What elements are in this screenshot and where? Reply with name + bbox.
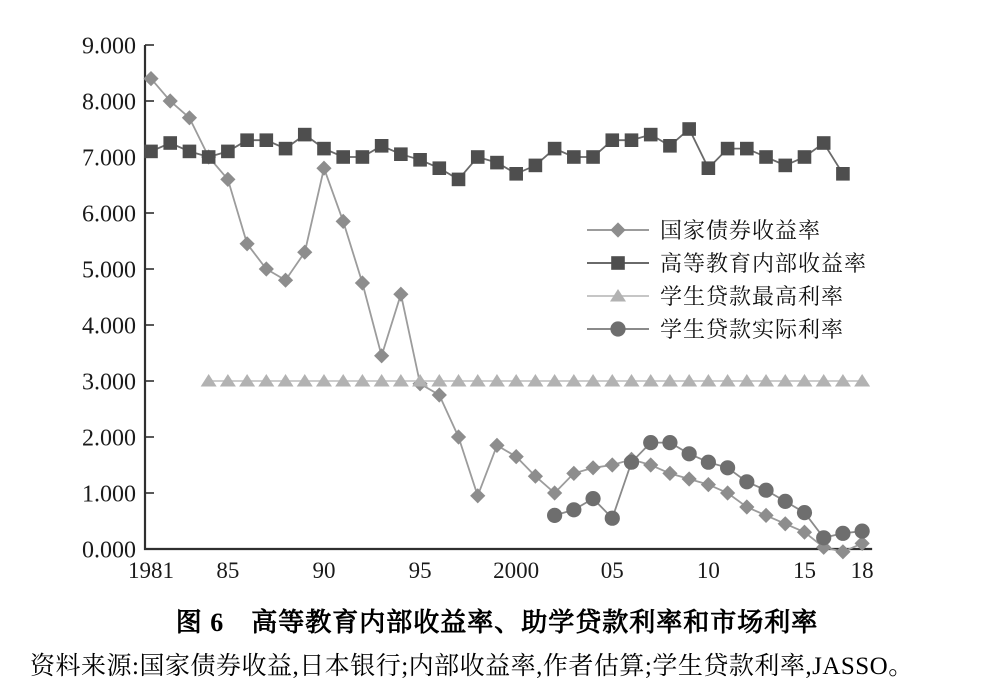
square-marker xyxy=(625,133,639,147)
square-marker xyxy=(663,139,677,153)
x-tick-label: 05 xyxy=(600,558,624,583)
square-marker xyxy=(702,161,716,175)
square-marker xyxy=(279,142,293,156)
diamond-marker xyxy=(297,245,312,260)
legend-item-national-bond-yield xyxy=(586,213,867,246)
y-tick-label: 6.000 xyxy=(82,201,136,228)
square-marker xyxy=(144,145,158,159)
legend-marker-svg xyxy=(586,318,650,340)
figure-source: 资料来源:国家债券收益,日本银行;内部收益率,作者估算;学生贷款利率,JASSO。 xyxy=(30,653,914,680)
y-tick-label: 0.000 xyxy=(82,537,136,564)
x-tick-label: 85 xyxy=(216,558,240,583)
x-tick-label: 95 xyxy=(408,558,432,583)
circle-marker xyxy=(739,474,754,489)
square-marker xyxy=(759,150,773,164)
x-tick-label: 15 xyxy=(792,558,816,583)
square-marker xyxy=(356,150,370,164)
diamond-marker xyxy=(662,466,677,481)
y-tick-label: 5.000 xyxy=(82,257,136,284)
legend-label: 学生贷款实际利率 xyxy=(660,317,845,342)
diamond-marker xyxy=(259,261,274,276)
legend-label: 高等教育内部收益率 xyxy=(660,251,868,276)
diamond-marker xyxy=(316,161,331,176)
legend-item-loan-max-rate xyxy=(586,279,867,312)
square-marker xyxy=(721,142,735,156)
legend-square-icon xyxy=(586,252,650,274)
diamond-marker xyxy=(374,348,389,363)
diamond-marker xyxy=(797,525,812,540)
square-marker xyxy=(336,150,350,164)
circle-marker xyxy=(605,511,620,526)
circle-marker xyxy=(778,494,793,509)
diamond-marker xyxy=(470,488,485,503)
square-marker xyxy=(586,150,600,164)
circle-marker xyxy=(643,435,658,450)
circle-marker xyxy=(855,523,870,538)
legend-item-loan-actual-rate xyxy=(586,312,867,345)
diamond-marker xyxy=(451,429,466,444)
square-marker xyxy=(183,145,197,159)
square-marker xyxy=(490,156,504,170)
diamond-marker xyxy=(720,485,735,500)
legend-marker-svg xyxy=(586,252,650,274)
square-marker xyxy=(202,150,216,164)
square-marker xyxy=(375,139,389,153)
circle-marker xyxy=(566,502,581,517)
square-marker xyxy=(317,142,331,156)
square-marker xyxy=(836,167,850,181)
diamond-marker xyxy=(336,214,351,229)
circle-marker xyxy=(547,508,562,523)
square-marker xyxy=(548,142,562,156)
legend-label: 学生贷款最高利率 xyxy=(660,284,845,309)
diamond-marker xyxy=(682,471,697,486)
square-marker xyxy=(413,153,427,167)
diamond-marker xyxy=(240,236,255,251)
square-marker xyxy=(567,150,581,164)
x-tick-label: 10 xyxy=(696,558,720,583)
legend-circle-icon xyxy=(586,318,650,340)
diamond-marker xyxy=(355,275,370,290)
y-tick-label: 2.000 xyxy=(82,425,136,452)
circle-marker xyxy=(758,483,773,498)
legend-label: 国家债券收益率 xyxy=(660,218,822,243)
circle-marker xyxy=(662,435,677,450)
diamond-marker xyxy=(835,544,850,559)
circle-marker xyxy=(816,530,831,545)
circle-marker xyxy=(835,526,850,541)
y-tick-label: 7.000 xyxy=(82,145,136,172)
x-tick-label: 2000 xyxy=(493,558,540,583)
square-marker xyxy=(240,133,254,147)
diamond-marker xyxy=(610,222,625,237)
square-marker xyxy=(611,256,625,270)
chart-legend xyxy=(586,213,867,345)
square-marker xyxy=(509,167,523,181)
square-marker xyxy=(298,128,312,142)
square-marker xyxy=(778,159,792,173)
diamond-marker xyxy=(758,508,773,523)
diamond-marker xyxy=(701,477,716,492)
square-marker xyxy=(433,161,447,175)
square-marker xyxy=(163,136,177,150)
legend-marker-svg xyxy=(586,219,650,241)
square-marker xyxy=(394,147,408,161)
diamond-marker xyxy=(278,273,293,288)
circle-marker xyxy=(701,455,716,470)
circle-marker xyxy=(720,460,735,475)
diamond-marker xyxy=(605,457,620,472)
circle-marker xyxy=(624,455,639,470)
square-marker xyxy=(740,142,754,156)
y-tick-label: 4.000 xyxy=(82,313,136,340)
y-tick-label: 9.000 xyxy=(82,33,136,60)
square-marker xyxy=(817,136,831,150)
square-marker xyxy=(529,159,543,173)
square-marker xyxy=(682,122,696,136)
circle-marker xyxy=(682,446,697,461)
diamond-marker xyxy=(432,387,447,402)
legend-item-higher-edu-irr xyxy=(586,246,867,279)
diamond-marker xyxy=(643,457,658,472)
series-line-square xyxy=(151,129,843,179)
square-marker xyxy=(452,173,466,187)
diamond-marker xyxy=(778,516,793,531)
legend-marker-svg xyxy=(586,285,650,307)
y-tick-label: 3.000 xyxy=(82,369,136,396)
legend-triangle-icon xyxy=(586,285,650,307)
square-marker xyxy=(260,133,274,147)
diamond-marker xyxy=(739,499,754,514)
x-tick-label: 1981 xyxy=(128,558,174,583)
square-marker xyxy=(221,145,235,159)
diamond-marker xyxy=(489,438,504,453)
x-tick-label: 18 xyxy=(850,558,874,583)
figure-caption: 图 6 高等教育内部收益率、助学贷款利率和市场利率 xyxy=(175,608,819,637)
square-marker xyxy=(798,150,812,164)
y-tick-label: 1.000 xyxy=(82,481,136,508)
square-marker xyxy=(605,133,619,147)
square-marker xyxy=(471,150,485,164)
legend-diamond-icon xyxy=(586,219,650,241)
diamond-marker xyxy=(585,460,600,475)
circle-marker xyxy=(610,321,625,336)
diamond-marker xyxy=(393,287,408,302)
y-tick-label: 8.000 xyxy=(82,89,136,116)
square-marker xyxy=(644,128,658,142)
circle-marker xyxy=(797,505,812,520)
circle-marker xyxy=(585,491,600,506)
x-tick-label: 90 xyxy=(312,558,336,583)
